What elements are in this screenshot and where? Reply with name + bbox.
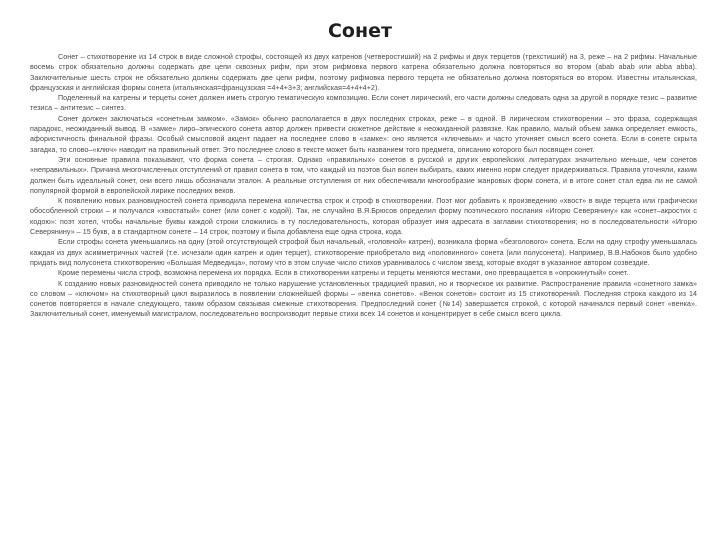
paragraph-headless-sonnet: Если строфы сонета уменьшались на одну (этой отсутствующей строфой был начальный, «головной» катрен), возникала форма «безголового» сонета. Если на одну строфу уменьшалась каждая из двух асимметричных частей (т.е. исчезали один катрен и один терцет), стихотворение приобретало вид «половинного» сонета (или полусонета). Например, В.В.Набоков было удобно придать вид полусонета стихотворению «Большая Медведица», потому что в этом случае число стихов уравнивалось с числом звезд, которые входят в указанное автором созвездие. [30,238,697,267]
body-text [30,52,697,320]
page-title: Сонет [327,20,393,42]
paragraph-tailed-sonnet: К появлению новых разновидностей сонета приводила перемена количества строк и строф в стихотворении. Поэт мог добавить к произведению «хвост» в виде терцета или графически обособленной строки – и получался «хвостатый» сонет (или сонет с кодой). Так, не случайно В.Я.Брюсов определил форму поэтического послания «Игорю Северянину» как «сонет–акростих с кодою»: поэт хотел, чтобы начальные буквы каждой строки сложились в ту последовательность, которая образует имя адресата в заглавии стихотворения; но в последовательности «Игорю Северянину» – 15 букв, а в стандартном сонете – 14 строк, поэтому и была добавлена еще одна строка, кода. [30,197,697,237]
paragraph-inverted-sonnet: Кроме перемены числа строф, возможна перемена их порядка. Если в стихотворении катрены и терцеты меняются местами, оно превращается в «опрокинутый» сонет. [58,269,629,278]
paragraph-definition: Сонет – стихотворение из 14 строк в виде сложной строфы, состоящей из двух катренов (четверостиший) на 2 рифмы и двух терцетов (трехстиший) на 3, реже – на 2 рифмы. Начальные восемь строк обязательно должны содержать две цепи сквозных рифм, при этом рифмовка первого катрена обязательно должна повторяться во втором (abab abab или abba abba). Заключительные шесть строк не обязательно должны содержать две цепи рифм, поэтому рифмовка первого терцета не обязательно должна повторяться во втором. Известны итальянская, французская и английская формы сонета (итальянская=французская =4+4+3+3; английская=4+4+4+2). [30,53,697,92]
paragraph-sonnet-crown: К созданию новых разновидностей сонета приводило не только нарушение установленных традицией правил, но и творческое их развитие. Распространение правила «сонетного замка» со словом – «ключом» на стихотворный цикл выразилось в появлении сложнейшей формы – «венка сонетов». «Венок сонетов» состоит из 15 стихотворений. Последняя строка каждого из 14 сонетов повторяется в начале следующего, таким образом связывая смежные стихотворения. Предпоследний сонет (№14) завершается строкой, с которой начинался первый сонет «венка». Заключительный сонет, именуемый магистралом, последовательно воспроизводит первые стихи всех 14 сонетов и концентрирует в себе смысл всего цикла. [30,279,697,319]
paragraph-composition: Поделенный на катрены и терцеты сонет должен иметь строгую тематическую композицию. Если сонет лирический, его части должны следовать одна за другой в порядке тезис – развитие тезиса – антитезис – синтез. [30,94,697,113]
paragraph-sonnet-lock: Сонет должен заключаться «сонетным замком». «Замок» обычно располагается в двух последних строках, реже – в одной. В лирическом стихотворении – это фраза, содержащая парадокс, неожиданный вывод. В «замке» лиро–эпического сонета автор должен привести сюжетное действие к неожиданной развязке. Как правило, малый объем замка определяет емкость, афористичность финальной фразы. Особый смысловой акцент падает на последнее слово в «замке»: оно является «ключевым» и часто уточняет смысл всего сонета. Если в сонете скрыта загадка, то слово–«ключ» наводит на правильный ответ. Это последнее слово в тексте может быть названием того предмета, описанию которого был посвящен сонет. [30,114,697,154]
paragraph-rules: Эти основные правила показывают, что форма сонета – строгая. Однако «правильных» сонетов в русской и других европейских литературах значительно меньше, чем сонетов «неправильных». Причина многочисленных отступлений от правил сонета в том, что каждый из поэтов был волен выбирать, каких именно норм следует придерживаться. Правила уточняли, каким должен быть идеальный сонет, они всего лишь обозначали эталон. А реальные отступления от них обеспечивали многообразие жанровых форм сонета, и в итоге сонет стал едва ли не самой популярной формой в европейской лирике последних веков. [30,155,697,195]
